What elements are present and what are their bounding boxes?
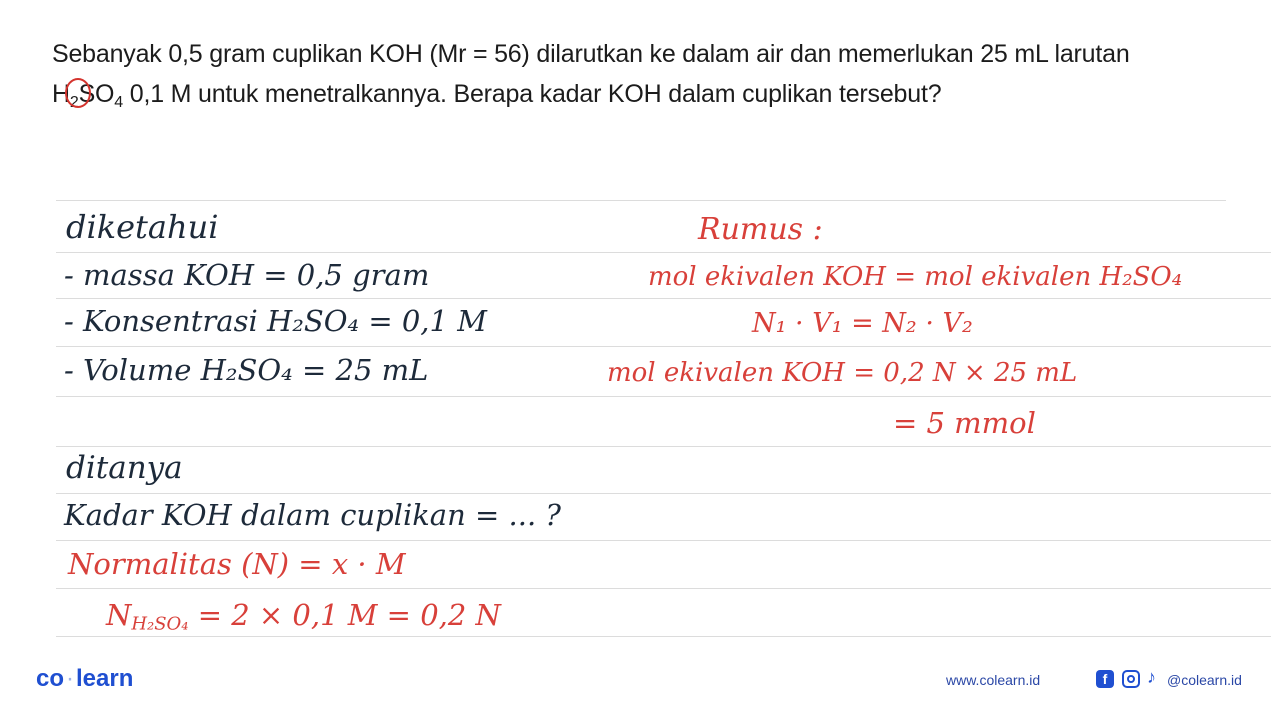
subscript-4: 4 (114, 94, 123, 111)
social-handle[interactable]: @colearn.id (1167, 672, 1242, 688)
heading-ditanya: ditanya (66, 450, 183, 486)
question-text (52, 34, 1232, 123)
logo-dot: · (66, 665, 75, 692)
note-mmol-result: = 5 mmol (893, 406, 1036, 440)
note-mol-ekivalen-equation: mol ekivalen KOH = mol ekivalen H₂SO₄ (648, 262, 1183, 292)
question-line-1: Sebanyak 0,5 gram cuplikan KOH (Mr = 56) dilarutkan ke dalam air dan memerlukan 25 mL larutan (52, 40, 1130, 68)
ruled-line (56, 588, 1271, 589)
ruled-line (56, 540, 1271, 541)
ruled-line (56, 396, 1271, 397)
ruled-line (56, 346, 1271, 347)
note-konsentrasi: - Konsentrasi H₂SO₄ = 0,1 M (64, 304, 487, 338)
note-mol-ekivalen-calculation: mol ekivalen KOH = 0,2 N × 25 mL (607, 358, 1078, 388)
tiktok-icon[interactable]: ♪ (1147, 667, 1156, 687)
note-kadar-koh: Kadar KOH dalam cuplikan = ... ? (64, 498, 561, 532)
h-symbol: H (52, 80, 70, 108)
question-line-2 (52, 74, 1232, 123)
note-normalitas-formula: Normalitas (N) = x · M (68, 547, 406, 581)
note-n-h2so4 (106, 598, 501, 634)
facebook-icon[interactable]: f (1096, 670, 1114, 688)
ruled-line (56, 200, 1226, 201)
ruled-line (56, 493, 1271, 494)
heading-rumus: Rumus : (698, 212, 823, 247)
heading-diketahui: diketahui (66, 208, 219, 246)
instagram-icon[interactable] (1122, 670, 1140, 688)
circled-subscript-2: 2 (70, 83, 79, 123)
colearn-logo (36, 665, 133, 693)
logo-co: co (36, 665, 65, 692)
ruled-line (56, 636, 1271, 637)
n-h2so4-calculation: = 2 × 0,1 M = 0,2 N (188, 598, 501, 632)
ruled-line (56, 446, 1271, 447)
n-symbol: N (106, 598, 132, 632)
logo-learn: learn (76, 665, 134, 692)
question-line-2-rest: 0,1 M untuk menetralkannya. Berapa kadar KOH dalam cuplikan tersebut? (123, 80, 942, 108)
ruled-line (56, 252, 1271, 253)
n-subscript-h2so4: H₂SO₄ (131, 613, 189, 635)
website-link[interactable]: www.colearn.id (946, 672, 1041, 688)
ruled-line (56, 298, 1271, 299)
note-volume: - Volume H₂SO₄ = 25 mL (64, 353, 429, 387)
note-n1v1-n2v2: N₁ · V₁ = N₂ · V₂ (752, 308, 973, 339)
so-symbol: SO (78, 80, 115, 108)
note-massa-koh: - massa KOH = 0,5 gram (64, 258, 430, 292)
